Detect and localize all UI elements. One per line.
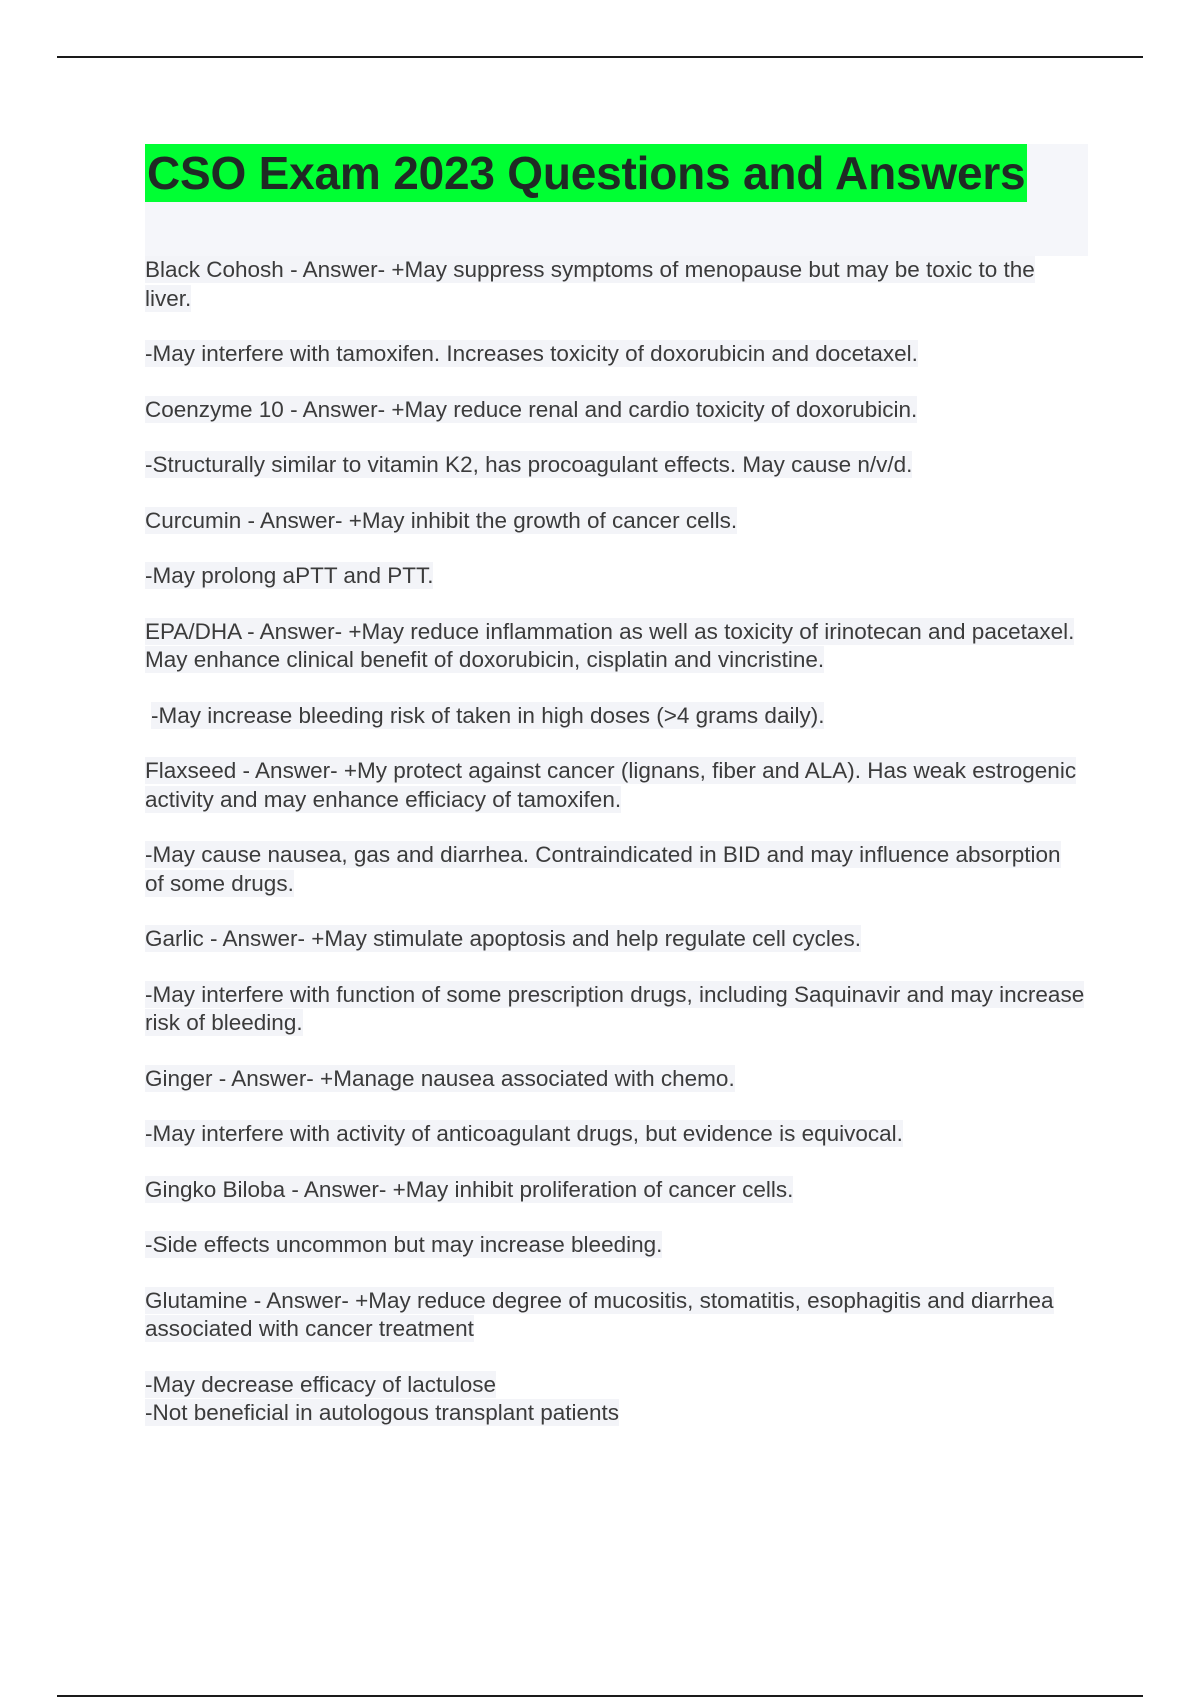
paragraph-coenzyme-risk: -Structurally similar to vitamin K2, has procoagulant effects. May cause n/v/d.: [145, 452, 913, 477]
paragraph-epa-dha-risk: -May increase bleeding risk of taken in high doses (>4 grams daily).: [151, 702, 825, 728]
footer-rule: [57, 1695, 1143, 1697]
paragraph-ginger: Ginger - Answer- +Manage nausea associated with chemo.: [145, 1065, 735, 1091]
paragraph-glutamine: Glutamine - Answer- +May reduce degree of mucositis, stomatitis, esophagitis and diarrhea associated with cancer treatment: [145, 1287, 1054, 1341]
document-title: CSO Exam 2023 Questions and Answers: [145, 144, 1027, 202]
paragraph-curcumin-risk: -May prolong aPTT and PTT.: [145, 563, 434, 588]
paragraph-curcumin: Curcumin - Answer- +May inhibit the growth of cancer cells.: [145, 507, 738, 533]
paragraph-coenzyme: Coenzyme 10 - Answer- +May reduce renal and cardio toxicity of doxorubicin.: [145, 396, 918, 422]
paragraph-garlic-risk: -May interfere with function of some prescription drugs, including Saquinavir and may increase risk of bleeding.: [145, 981, 1085, 1035]
paragraph-black-cohosh: Black Cohosh - Answer- +May suppress symptoms of menopause but may be toxic to the liver.: [145, 257, 1035, 311]
paragraph-glutamine-risk-2: -Not beneficial in autologous transplant patients: [145, 1400, 620, 1425]
paragraph-glutamine-risk-1: -May decrease efficacy of lactulose: [145, 1371, 497, 1397]
header-rule: [57, 56, 1143, 58]
paragraph-flaxseed: Flaxseed - Answer- +My protect against cancer (lignans, fiber and ALA). Has weak estrogenic activity and may enhance efficiacy of tamoxifen.: [145, 758, 1077, 812]
paragraph-black-cohosh-risk: -May interfere with tamoxifen. Increases toxicity of doxorubicin and docetaxel.: [145, 341, 918, 366]
title-block: [145, 144, 1088, 256]
paragraph-garlic: Garlic - Answer- +May stimulate apoptosis and help regulate cell cycles.: [145, 926, 861, 951]
paragraph-gingko-biloba-risk: -Side effects uncommon but may increase bleeding.: [145, 1232, 663, 1257]
paragraph-epa-dha: EPA/DHA - Answer- +May reduce inflammation as well as toxicity of irinotecan and pacetaxel. May enhance clinical benefit of doxorubicin, cisplatin and vincristine.: [145, 618, 1075, 672]
paragraph-flaxseed-risk: -May cause nausea, gas and diarrhea. Contraindicated in BID and may influence absorption of some drugs.: [145, 842, 1061, 896]
paragraph-gingko-biloba: Gingko Biloba - Answer- +May inhibit proliferation of cancer cells.: [145, 1176, 794, 1202]
document-body: [145, 256, 1085, 1428]
paragraph-ginger-risk: -May interfere with activity of anticoagulant drugs, but evidence is equivocal.: [145, 1121, 903, 1146]
